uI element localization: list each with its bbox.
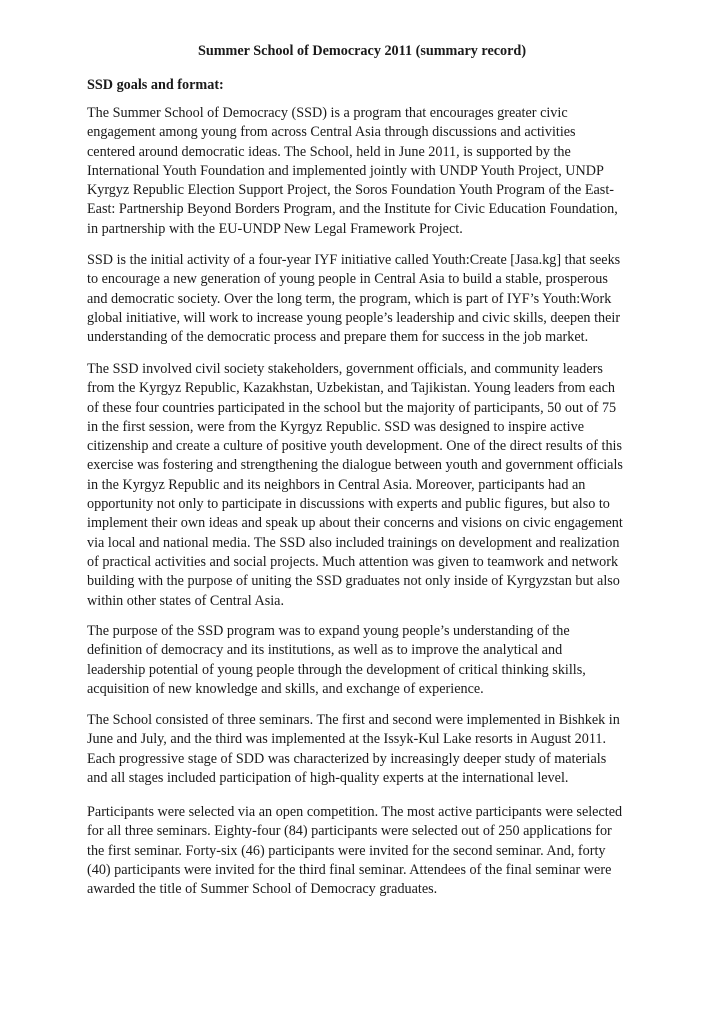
paragraph-selection xyxy=(87,803,687,899)
paragraph-iyf-initiative xyxy=(87,251,687,347)
text-line: from the Kyrgyz Republic, Kazakhstan, Uzbekistan, and Tajikistan. Young leaders from each xyxy=(87,380,616,397)
text-line: June and July, and the third was implemented at the Issyk-Kul Lake resorts in August 2011. xyxy=(87,731,607,748)
text-line: East: Partnership Beyond Borders Program, and the Institute for Civic Education Foundation, xyxy=(87,201,618,218)
text-line: citizenship and create a culture of positive youth development. One of the direct results of this xyxy=(87,438,623,455)
text-line: in the Kyrgyz Republic and its neighbors in Central Asia. Moreover, participants had an xyxy=(87,476,586,493)
paragraph-ssd-intro xyxy=(87,104,687,239)
text-line: implement their own ideas and speak up about their concerns and visions on civic engagement xyxy=(87,515,623,532)
text-line: The SSD involved civil society stakeholders, government officials, and community leaders xyxy=(87,361,603,377)
text-line: centered around democratic ideas. The School, held in June 2011, is supported by the xyxy=(87,143,571,160)
text-line: The School consisted of three seminars. The first and second were implemented in Bishkek in xyxy=(87,712,620,728)
text-line: Participants were selected via an open competition. The most active participants were selected xyxy=(87,804,623,820)
text-line: via local and national media. The SSD also included trainings on development and realization xyxy=(87,534,620,551)
text-line: within other states of Central Asia. xyxy=(87,592,285,609)
text-line: The Summer School of Democracy (SSD) is a program that encourages greater civic xyxy=(87,105,568,121)
section-heading: SSD goals and format: xyxy=(87,77,224,93)
text-line: the first seminar. Forty-six (46) participants were invited for the second seminar. And, forty xyxy=(87,842,606,859)
text-line: opportunity not only to participate in discussions with experts and public figures, but also to xyxy=(87,496,610,513)
text-line: (40) participants were invited for the third final seminar. Attendees of the final seminar were xyxy=(87,861,612,878)
text-line: of these four countries participated in the school but the majority of participants, 50 out of 75 xyxy=(87,399,617,416)
text-line: SSD is the initial activity of a four-year IYF initiative called Youth:Create [Jasa.kg] that seeks xyxy=(87,252,621,268)
text-line: engagement among young from across Central Asia through discussions and activities xyxy=(87,124,576,141)
document-title: Summer School of Democracy 2011 (summary record) xyxy=(197,43,527,59)
text-line: Kyrgyz Republic Election Support Project, the Soros Foundation Youth Program of the East- xyxy=(87,182,614,199)
text-line: in partnership with the EU-UNDP New Legal Framework Project. xyxy=(87,220,463,237)
text-line: definition of democracy and its institutions, as well as to improve the analytical and xyxy=(87,642,563,659)
text-line: building with the purpose of uniting the SSD graduates not only inside of Kyrgyzstan but also xyxy=(87,573,620,590)
text-line: The purpose of the SSD program was to expand young people’s understanding of the xyxy=(87,623,570,639)
text-line: for all three seminars. Eighty-four (84) participants were selected out of 250 applications for xyxy=(87,823,612,840)
text-line: acquisition of new knowledge and skills, and exchange of experience. xyxy=(87,680,484,697)
text-line: global initiative, will work to increase young people’s leadership and civic skills, deepen their xyxy=(87,309,621,326)
text-line: and all stages included participation of high-quality experts at the international level. xyxy=(87,769,569,786)
text-line: leadership potential of young people through the development of critical thinking skills, xyxy=(87,661,586,678)
text-line: and democratic society. Over the long term, the program, which is part of IYF’s Youth:Work xyxy=(87,290,612,307)
text-line: Each progressive stage of SDD was characterized by increasingly deeper study of materials xyxy=(87,750,607,767)
paragraph-participants-region xyxy=(87,360,687,611)
paragraph-program-purpose xyxy=(87,622,687,699)
text-line: understanding of the democratic process and prepare them for success in the job market. xyxy=(87,329,589,346)
text-line: to encourage a new generation of young people in Central Asia to build a stable, prosperous xyxy=(87,271,608,288)
text-line: in the first session, were from the Kyrgyz Republic. SSD was designed to inspire active xyxy=(87,418,584,435)
text-line: International Youth Foundation and implemented jointly with UNDP Youth Project, UNDP xyxy=(87,162,604,179)
paragraph-seminars xyxy=(87,711,687,788)
text-line: exercise was fostering and strengthening the dialogue between youth and government officials xyxy=(87,457,623,474)
text-line: awarded the title of Summer School of Democracy graduates. xyxy=(87,881,438,898)
text-line: of practical activities and social projects. Much attention was given to teamwork and network xyxy=(87,553,619,570)
